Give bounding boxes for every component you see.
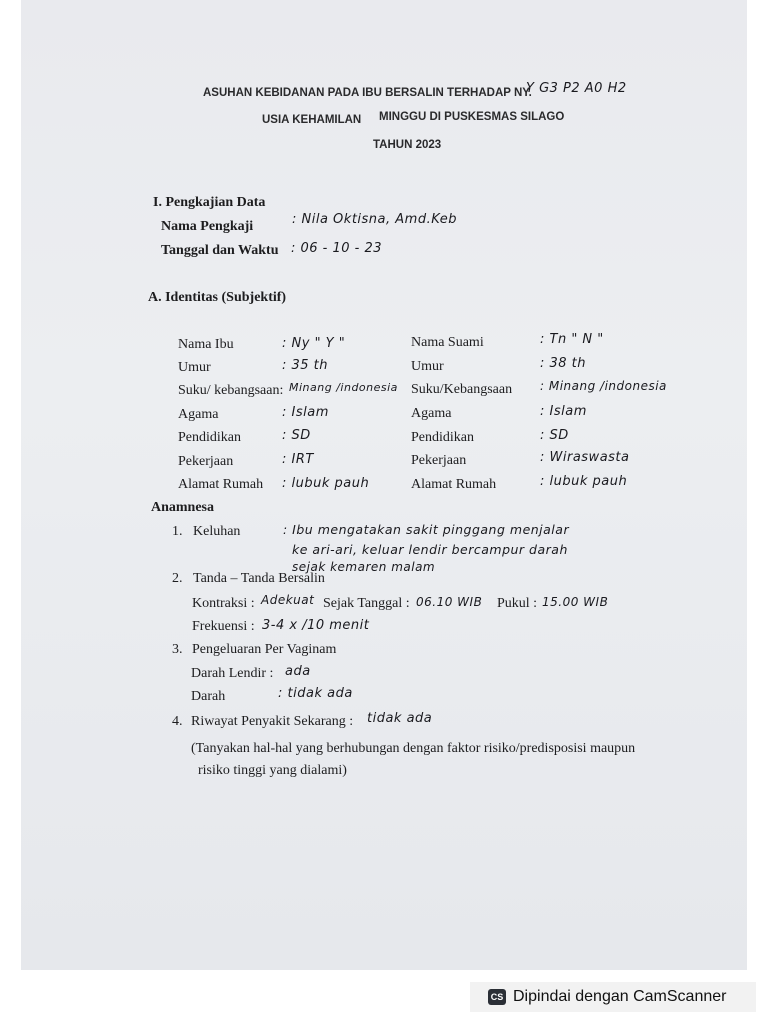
ibu-pendidikan-value: : SD (282, 428, 311, 443)
kontraksi-value: Adekuat (261, 593, 315, 607)
suami-pendidikan-value: : SD (540, 428, 569, 443)
sejak-tanggal-value: 06.10 WIB (416, 595, 483, 609)
darah-label: Darah (191, 689, 226, 704)
keluhan-line-1: : Ibu mengatakan sakit pinggang menjalar (283, 522, 570, 537)
title-line-2a: USIA KEHAMILAN (262, 114, 362, 126)
pengkajian-heading: I. Pengkajian Data (153, 195, 266, 210)
suami-suku-value: : Minang /indonesia (540, 379, 667, 393)
anamnesa-heading: Anamnesa (151, 500, 215, 515)
kontraksi-label: Kontraksi : (192, 596, 255, 611)
identitas-heading: A. Identitas (Subjektif) (148, 290, 287, 305)
pengeluaran-number: 3. (172, 642, 183, 657)
ibu-pekerjaan-label: Pekerjaan (178, 454, 234, 469)
title-line-1: ASUHAN KEBIDANAN PADA IBU BERSALIN TERHADAP NY. (203, 87, 532, 99)
suami-pendidikan-label: Pendidikan (411, 430, 474, 445)
tanggal-waktu-value: : 06 - 10 - 23 (291, 241, 383, 256)
suami-agama-value: : Islam (540, 404, 587, 419)
nama-pengkaji-label: Nama Pengkaji (161, 219, 254, 234)
darah-value: : tidak ada (278, 686, 353, 701)
ibu-umur-label: Umur (178, 360, 211, 375)
riwayat-value: tidak ada (367, 711, 433, 726)
ibu-suku-label: Suku/ kebangsaan: (178, 383, 284, 398)
ibu-agama-value: : Islam (282, 405, 329, 420)
ibu-nama-label: Nama Ibu (178, 337, 234, 352)
title-handwritten-patient: Y G3 P2 A0 H2 (526, 81, 627, 96)
ibu-umur-value: : 35 th (282, 358, 329, 373)
suami-umur-value: : 38 th (540, 356, 587, 371)
ibu-alamat-label: Alamat Rumah (178, 477, 264, 492)
frekuensi-label: Frekuensi : (192, 619, 255, 634)
pengeluaran-label: Pengeluaran Per Vaginam (192, 642, 337, 657)
suami-alamat-label: Alamat Rumah (411, 477, 497, 492)
sejak-tanggal-label: Sejak Tanggal : (323, 596, 410, 611)
keluhan-label: Keluhan (193, 524, 241, 539)
ibu-alamat-value: : lubuk pauh (282, 476, 370, 491)
pukul-value: 15.00 WIB (542, 595, 609, 609)
note-line-1: (Tanyakan hal-hal yang berhubungan dengan faktor risiko/predisposisi maupun (191, 741, 636, 756)
suami-pekerjaan-value: : Wiraswasta (540, 450, 630, 465)
keluhan-number: 1. (172, 524, 183, 539)
keluhan-line-3: sejak kemaren malam (292, 560, 436, 574)
suami-nama-value: : Tn " N " (540, 332, 604, 347)
pukul-label: Pukul : (497, 596, 538, 611)
darah-lendir-value: ada (285, 664, 311, 679)
title-line-3: TAHUN 2023 (373, 139, 442, 151)
suami-alamat-value: : lubuk pauh (540, 474, 628, 489)
nama-pengkaji-value: : Nila Oktisna, Amd.Keb (292, 212, 458, 227)
ibu-agama-label: Agama (178, 407, 219, 422)
suami-nama-label: Nama Suami (411, 335, 484, 350)
tanggal-waktu-label: Tanggal dan Waktu (161, 243, 279, 258)
suami-agama-label: Agama (411, 406, 452, 421)
title-line-2b: MINGGU DI PUSKESMAS SILAGO (379, 111, 565, 123)
keluhan-line-2: ke ari-ari, keluar lendir bercampur darah (292, 542, 568, 557)
note-line-2: risiko tinggi yang dialami) (198, 763, 347, 778)
frekuensi-value: 3-4 x /10 menit (262, 618, 370, 633)
riwayat-number: 4. (172, 714, 183, 729)
suami-suku-label: Suku/Kebangsaan (411, 382, 513, 397)
camscanner-text: Dipindai dengan CamScanner (513, 988, 727, 1005)
ibu-suku-value: Minang /indonesia (289, 381, 398, 394)
ibu-pendidikan-label: Pendidikan (178, 430, 241, 445)
ibu-nama-value: : Ny " Y " (282, 336, 346, 351)
suami-pekerjaan-label: Pekerjaan (411, 453, 467, 468)
darah-lendir-label: Darah Lendir : (191, 666, 274, 681)
tanda-label: Tanda – Tanda Bersalin (193, 571, 325, 586)
ibu-pekerjaan-value: : IRT (282, 452, 314, 467)
camscanner-logo-icon: CS (488, 989, 506, 1005)
suami-umur-label: Umur (411, 359, 444, 374)
tanda-number: 2. (172, 571, 183, 586)
camscanner-watermark (470, 982, 756, 1012)
riwayat-label: Riwayat Penyakit Sekarang : (191, 714, 354, 729)
